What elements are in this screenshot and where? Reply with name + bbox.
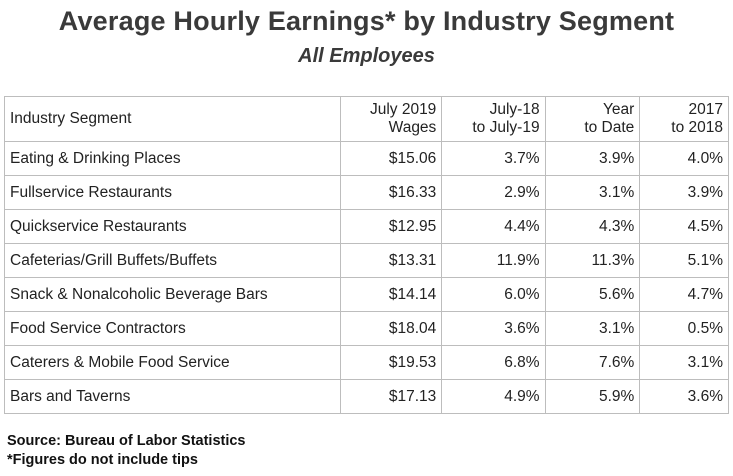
cell-yoy: 6.0% bbox=[442, 278, 545, 312]
earnings-table bbox=[4, 96, 729, 414]
table-row bbox=[5, 380, 729, 414]
cell-segment: Food Service Contractors bbox=[5, 312, 341, 346]
header-line: 2017 bbox=[688, 101, 723, 118]
header-line: Wages bbox=[388, 119, 437, 136]
cell-segment: Fullservice Restaurants bbox=[5, 176, 341, 210]
cell-wages: $12.95 bbox=[340, 210, 442, 244]
cell-prev: 4.5% bbox=[640, 210, 729, 244]
table-row bbox=[5, 210, 729, 244]
cell-segment: Cafeterias/Grill Buffets/Buffets bbox=[5, 244, 341, 278]
table-row bbox=[5, 176, 729, 210]
header-line: to Date bbox=[584, 119, 635, 136]
header-line: to July-19 bbox=[472, 119, 540, 136]
tips-note: *Figures do not include tips bbox=[7, 452, 198, 468]
table-row bbox=[5, 244, 729, 278]
cell-yoy: 3.6% bbox=[442, 312, 545, 346]
cell-wages: $18.04 bbox=[340, 312, 442, 346]
cell-wages: $16.33 bbox=[340, 176, 442, 210]
cell-yoy: 4.9% bbox=[442, 380, 545, 414]
table-row bbox=[5, 278, 729, 312]
cell-yoy: 3.7% bbox=[442, 142, 545, 176]
header-year-to-date bbox=[545, 97, 640, 142]
cell-segment: Snack & Nonalcoholic Beverage Bars bbox=[5, 278, 341, 312]
cell-segment: Bars and Taverns bbox=[5, 380, 341, 414]
cell-ytd: 5.9% bbox=[545, 380, 640, 414]
header-2017-to-2018 bbox=[640, 97, 729, 142]
cell-wages: $13.31 bbox=[340, 244, 442, 278]
cell-ytd: 11.3% bbox=[545, 244, 640, 278]
cell-wages: $17.13 bbox=[340, 380, 442, 414]
page-title: Average Hourly Earnings* by Industry Segment bbox=[58, 6, 675, 36]
cell-yoy: 6.8% bbox=[442, 346, 545, 380]
cell-segment: Eating & Drinking Places bbox=[5, 142, 341, 176]
table-header-row bbox=[5, 97, 729, 142]
cell-prev: 0.5% bbox=[640, 312, 729, 346]
cell-prev: 4.0% bbox=[640, 142, 729, 176]
cell-ytd: 5.6% bbox=[545, 278, 640, 312]
cell-prev: 4.7% bbox=[640, 278, 729, 312]
cell-ytd: 3.9% bbox=[545, 142, 640, 176]
header-industry-segment bbox=[5, 97, 341, 142]
footnotes bbox=[7, 432, 246, 470]
cell-yoy: 2.9% bbox=[442, 176, 545, 210]
header-line: Year bbox=[602, 101, 635, 118]
cell-ytd: 3.1% bbox=[545, 176, 640, 210]
cell-wages: $15.06 bbox=[340, 142, 442, 176]
cell-ytd: 4.3% bbox=[545, 210, 640, 244]
cell-segment: Quickservice Restaurants bbox=[5, 210, 341, 244]
cell-ytd: 7.6% bbox=[545, 346, 640, 380]
cell-yoy: 4.4% bbox=[442, 210, 545, 244]
cell-wages: $14.14 bbox=[340, 278, 442, 312]
cell-prev: 5.1% bbox=[640, 244, 729, 278]
cell-prev: 3.9% bbox=[640, 176, 729, 210]
table-row bbox=[5, 142, 729, 176]
source-note: Source: Bureau of Labor Statistics bbox=[7, 433, 246, 449]
header-line: to 2018 bbox=[671, 119, 723, 136]
cell-segment: Caterers & Mobile Food Service bbox=[5, 346, 341, 380]
table-row bbox=[5, 312, 729, 346]
header-july18-to-july19 bbox=[442, 97, 545, 142]
header-line: Industry Segment bbox=[10, 110, 132, 127]
cell-yoy: 11.9% bbox=[442, 244, 545, 278]
header-line: July 2019 bbox=[369, 101, 437, 118]
page-subtitle: All Employees bbox=[298, 45, 435, 67]
cell-prev: 3.1% bbox=[640, 346, 729, 380]
cell-ytd: 3.1% bbox=[545, 312, 640, 346]
header-line: July-18 bbox=[489, 101, 540, 118]
cell-prev: 3.6% bbox=[640, 380, 729, 414]
cell-wages: $19.53 bbox=[340, 346, 442, 380]
table-row bbox=[5, 346, 729, 380]
header-july-2019-wages bbox=[340, 97, 442, 142]
